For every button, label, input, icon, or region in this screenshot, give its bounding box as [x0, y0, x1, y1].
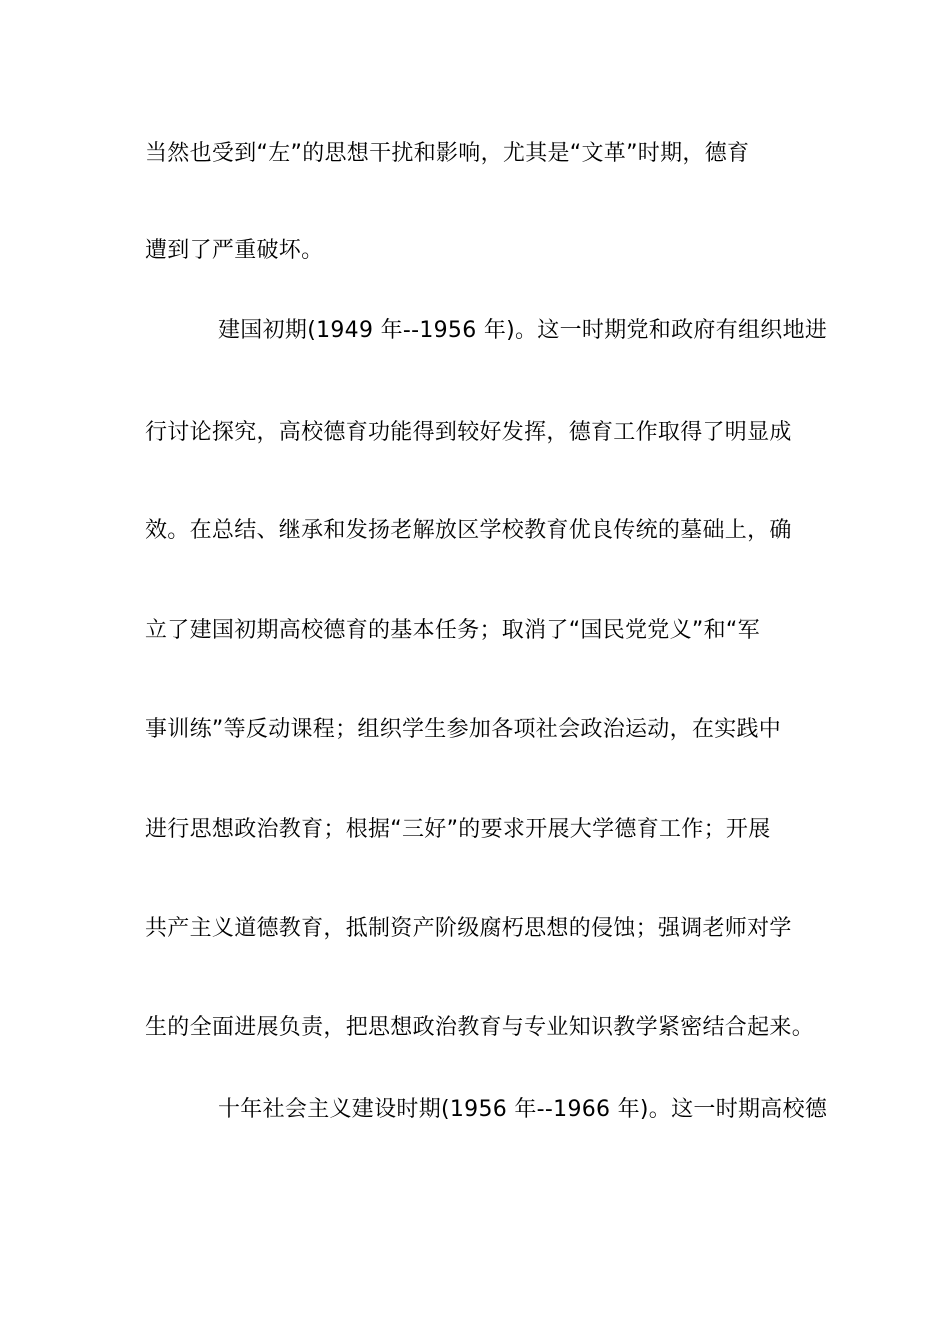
text-line: 进行思想政治教育；根据“三好”的要求开展大学德育工作；开展: [145, 817, 771, 842]
text-line: 共产主义道德教育，抵制资产阶级腐朽思想的侵蚀；强调老师对学: [145, 916, 792, 941]
text-line: 立了建国初期高校德育的基本任务；取消了“国民党党义”和“军: [145, 618, 760, 643]
text-line: 效。在总结、继承和发扬老解放区学校教育优良传统的墓础上，确: [145, 518, 792, 543]
paragraph-start-line: 建国初期(1949 年--1956 年)。这一时期党和政府有组织地进: [218, 318, 828, 343]
text-line: 事训练”等反动课程；组织学生参加各项社会政治运动，在实践中: [145, 717, 782, 742]
text-line: 生的全面进展负责，把思想政治教育与专业知识教学紧密结合起来。: [145, 1015, 815, 1040]
text-line: 行讨论探究，高校德育功能得到较好发挥，德育工作取得了明显成: [145, 420, 792, 445]
text-line: 当然也受到“左”的思想干扰和影响，尤其是“文革”时期，德育: [145, 141, 750, 166]
text-line: 遭到了严重破坏。: [145, 238, 324, 263]
paragraph-start-line: 十年社会主义建设时期(1956 年--1966 年)。这一时期高校德: [218, 1097, 828, 1122]
